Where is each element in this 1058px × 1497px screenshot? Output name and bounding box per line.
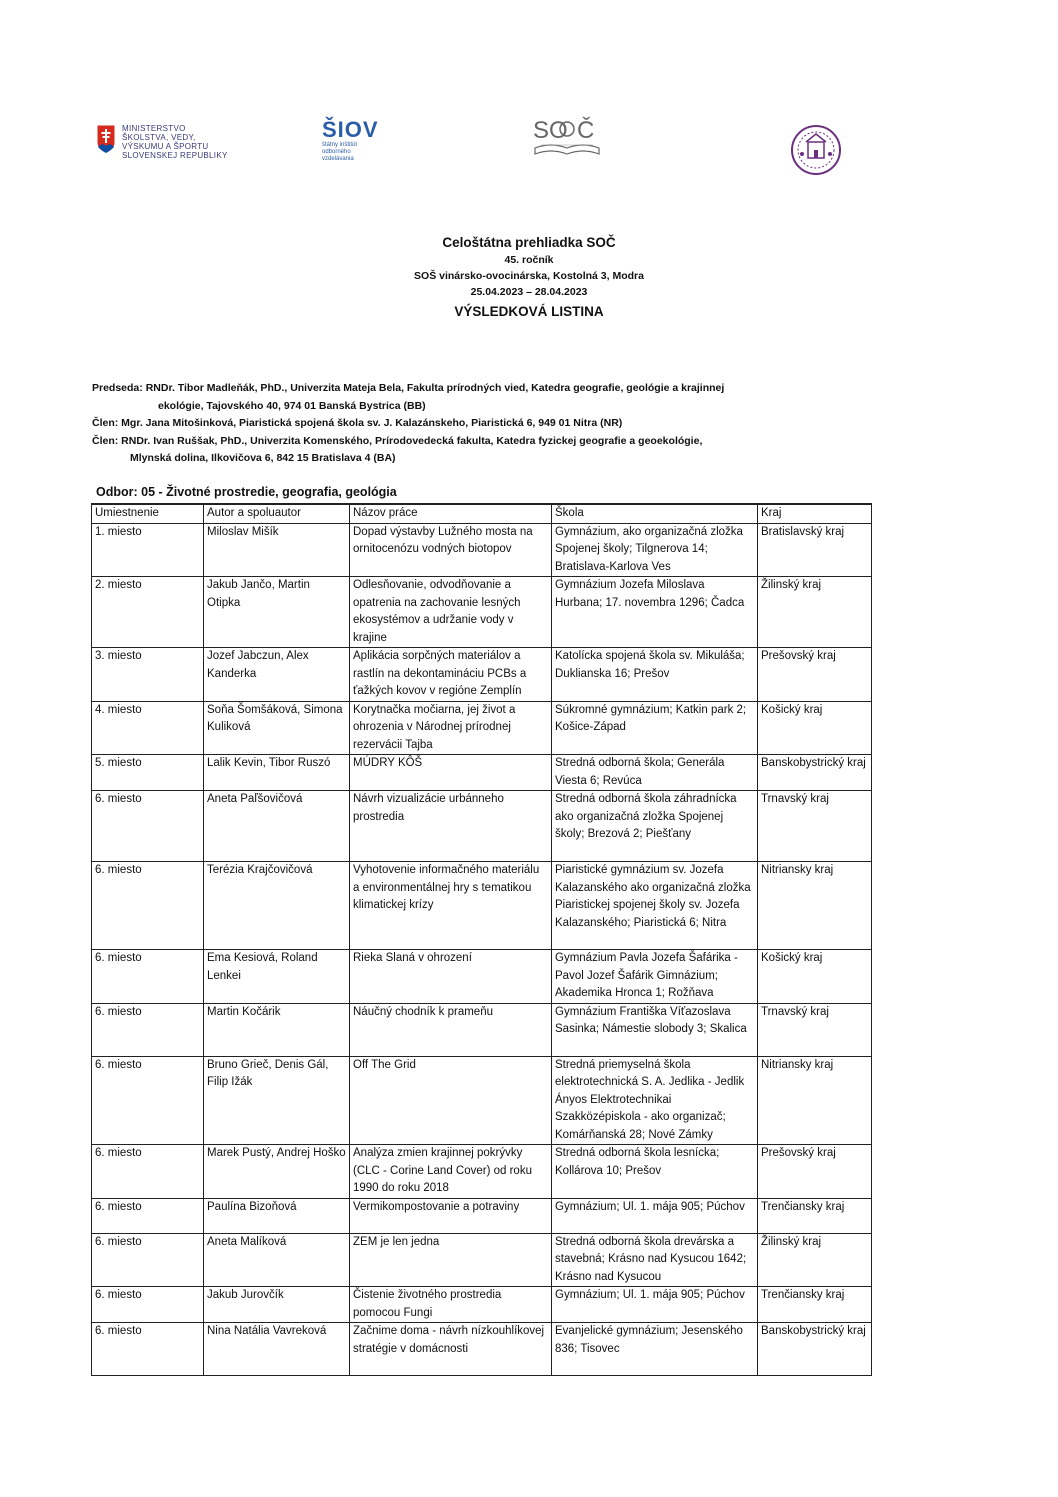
cell-author: Soňa Šomšáková, Simona Kuliková bbox=[204, 701, 350, 755]
cell-author: Jakub Jančo, Martin Otipka bbox=[204, 577, 350, 648]
siov-small-1: štátny inštitút bbox=[322, 142, 358, 148]
modra-seal-icon bbox=[790, 124, 842, 176]
table-header-row bbox=[92, 504, 872, 523]
cell-title: Začnime doma - návrh nízkouhlíkovej stratégie v domácnosti bbox=[350, 1323, 552, 1376]
cell-author: Jakub Jurovčík bbox=[204, 1287, 350, 1323]
cell-author: Miloslav Mišík bbox=[204, 523, 350, 577]
cell-school: Piaristické gymnázium sv. Jozefa Kalazanského ako organizačná zložka Piaristickej spojenej školy sv. Jozefa Kalazanského; Piaristická 6; Nitra bbox=[552, 862, 758, 950]
cell-author: Aneta Malíková bbox=[204, 1233, 350, 1287]
table-row bbox=[92, 701, 872, 755]
field-heading: Odbor: 05 - Životné prostredie, geografia, geológia bbox=[96, 485, 397, 499]
cell-region: Nitriansky kraj bbox=[758, 862, 872, 950]
cell-place: 6. miesto bbox=[92, 1198, 204, 1233]
table-row bbox=[92, 1323, 872, 1376]
committee-member-2: Člen: RNDr. Ivan Ruššak, PhD., Univerzita Komenského, Prírodovedecká fakulta, Katedra fyzickej geografie a geoekológie, bbox=[92, 434, 703, 447]
cell-region: Banskobystrický kraj bbox=[758, 755, 872, 791]
cell-school: Gymnázium, ako organizačná zložka Spojenej školy; Tilgnerova 14; Bratislava-Karlova Ves bbox=[552, 523, 758, 577]
logo-bar bbox=[0, 110, 1058, 180]
cell-place: 6. miesto bbox=[92, 1145, 204, 1199]
cell-place: 2. miesto bbox=[92, 577, 204, 648]
cell-school: Evanjelické gymnázium; Jesenského 836; Tisovec bbox=[552, 1323, 758, 1376]
siov-small-3: vzdelávania bbox=[322, 156, 354, 162]
cell-place: 3. miesto bbox=[92, 648, 204, 702]
cell-title: Vermikompostovanie a potraviny bbox=[350, 1198, 552, 1233]
cell-author: Lalik Kevin, Tibor Ruszó bbox=[204, 755, 350, 791]
svg-text:Č: Č bbox=[577, 117, 595, 144]
cell-region: Žilinský kraj bbox=[758, 577, 872, 648]
cell-author: Martin Kočárik bbox=[204, 1003, 350, 1056]
soc-logo-icon bbox=[527, 114, 607, 164]
table-row bbox=[92, 1287, 872, 1323]
cell-school: Katolícka spojená škola sv. Mikuláša; Duklianska 16; Prešov bbox=[552, 648, 758, 702]
siov-small-2: odborného bbox=[322, 149, 351, 155]
table-row bbox=[92, 1003, 872, 1056]
cell-place: 6. miesto bbox=[92, 950, 204, 1004]
cell-school: Gymnázium Pavla Jozefa Šafárika - Pavol Jozef Šafárik Gimnázium; Akademika Hronca 1; Rožňava bbox=[552, 950, 758, 1004]
cell-region: Trnavský kraj bbox=[758, 1003, 872, 1056]
cell-author: Ema Kesiová, Roland Lenkei bbox=[204, 950, 350, 1004]
cell-place: 6. miesto bbox=[92, 1287, 204, 1323]
soc-logo bbox=[527, 114, 607, 169]
committee-member-1: Člen: Mgr. Jana Mitošinková, Piaristická spojená škola sv. J. Kalazánskeho, Piaristická 6, 949 01 Nitra (NR) bbox=[92, 417, 623, 429]
ministry-logo bbox=[96, 124, 228, 160]
cell-region: Trenčiansky kraj bbox=[758, 1198, 872, 1233]
committee-member-2-cont: Mlynská dolina, Ilkovičova 6, 842 15 Bratislava 4 (BA) bbox=[130, 452, 396, 464]
cell-school: Súkromné gymnázium; Katkin park 2; Košice-Západ bbox=[552, 701, 758, 755]
ministry-text-2: ŠKOLSTVA, VEDY, bbox=[122, 133, 196, 142]
cell-place: 6. miesto bbox=[92, 791, 204, 862]
cell-title: Čistenie životného prostredia pomocou Fungi bbox=[350, 1287, 552, 1323]
cell-author: Bruno Grieč, Denis Gál, Filip Ižák bbox=[204, 1056, 350, 1145]
table-row bbox=[92, 1198, 872, 1233]
table-row bbox=[92, 648, 872, 702]
siov-logo bbox=[322, 118, 379, 163]
cell-region: Žilinský kraj bbox=[758, 1233, 872, 1287]
cell-place: 5. miesto bbox=[92, 755, 204, 791]
cell-region: Prešovský kraj bbox=[758, 1145, 872, 1199]
cell-school: Stredná priemyselná škola elektrotechnická S. A. Jedlika - Jedlik Ányos Elektrotechnikai Szakközépiskola - ako organizač; Komárňanská 28; Nové Zámky bbox=[552, 1056, 758, 1145]
table-row bbox=[92, 950, 872, 1004]
cell-region: Nitriansky kraj bbox=[758, 1056, 872, 1145]
committee-chair-cont: ekológie, Tajovského 40, 974 01 Banská Bystrica (BB) bbox=[158, 399, 426, 412]
committee-chair: Predseda: RNDr. Tibor Madleňák, PhD., Univerzita Mateja Bela, Fakulta prírodných vied, Katedra geografie, geológie a krajinnej bbox=[92, 382, 725, 394]
cell-school: Gymnázium; Ul. 1. mája 905; Púchov bbox=[552, 1198, 758, 1233]
header-title: Názov práce bbox=[350, 504, 552, 523]
table-row bbox=[92, 523, 872, 577]
cell-author: Jozef Jabczun, Alex Kanderka bbox=[204, 648, 350, 702]
ministry-text-3: VÝSKUMU A ŠPORTU bbox=[122, 142, 209, 151]
cell-place: 6. miesto bbox=[92, 1323, 204, 1376]
header-school: Škola bbox=[552, 504, 758, 523]
cell-region: Banskobystrický kraj bbox=[758, 1323, 872, 1376]
cell-title: Dopad výstavby Lužného mosta na ornitocenózu vodných biotopov bbox=[350, 523, 552, 577]
results-list-title: VÝSLEDKOVÁ LISTINA bbox=[454, 304, 604, 319]
event-venue: SOŠ vinársko-ovocinárska, Kostolná 3, Modra bbox=[414, 270, 644, 282]
event-year: 45. ročník bbox=[504, 254, 554, 266]
cell-title: Korytnačka močiarna, jej život a ohrozenia v Národnej prírodnej rezervácii Tajba bbox=[350, 701, 552, 755]
cell-place: 6. miesto bbox=[92, 862, 204, 950]
header-author: Autor a spoluautor bbox=[204, 504, 350, 523]
cell-region: Bratislavský kraj bbox=[758, 523, 872, 577]
cell-school: Stredná odborná škola; Generála Viesta 6; Revúca bbox=[552, 755, 758, 791]
cell-title: Návrh vizualizácie urbánneho prostredia bbox=[350, 791, 552, 862]
table-row bbox=[92, 862, 872, 950]
table-row bbox=[92, 577, 872, 648]
cell-title: Aplikácia sorpčných materiálov a rastlín na dekontamináciu PCBs a ťažkých kovov v regióne Zemplín bbox=[350, 648, 552, 702]
cell-region: Trnavský kraj bbox=[758, 791, 872, 862]
cell-region: Trenčiansky kraj bbox=[758, 1287, 872, 1323]
document-header bbox=[0, 234, 1058, 322]
cell-title: Analýza zmien krajinnej pokrývky (CLC - Corine Land Cover) od roku 1990 do roku 2018 bbox=[350, 1145, 552, 1199]
header-region: Kraj bbox=[758, 504, 872, 523]
modra-logo bbox=[790, 124, 842, 181]
cell-author: Marek Pustý, Andrej Hoško bbox=[204, 1145, 350, 1199]
cell-region: Prešovský kraj bbox=[758, 648, 872, 702]
cell-place: 6. miesto bbox=[92, 1003, 204, 1056]
table-row bbox=[92, 1233, 872, 1287]
cell-title: ZEM je len jedna bbox=[350, 1233, 552, 1287]
svg-text:SO: SO bbox=[533, 117, 568, 144]
table-row bbox=[92, 791, 872, 862]
header-place: Umiestnenie bbox=[92, 504, 204, 523]
cell-title: Off The Grid bbox=[350, 1056, 552, 1145]
cell-region: Košický kraj bbox=[758, 701, 872, 755]
cell-school: Stredná odborná škola lesnícka; Kollárova 10; Prešov bbox=[552, 1145, 758, 1199]
cell-place: 6. miesto bbox=[92, 1233, 204, 1287]
cell-school: Gymnázium; Ul. 1. mája 905; Púchov bbox=[552, 1287, 758, 1323]
cell-author: Paulína Bizoňová bbox=[204, 1198, 350, 1233]
table-row bbox=[92, 1145, 872, 1199]
cell-place: 1. miesto bbox=[92, 523, 204, 577]
cell-title: Rieka Slaná v ohrození bbox=[350, 950, 552, 1004]
cell-author: Terézia Krajčovičová bbox=[204, 862, 350, 950]
cell-place: 6. miesto bbox=[92, 1056, 204, 1145]
cell-title: Odlesňovanie, odvodňovanie a opatrenia na zachovanie lesných ekosystémov a udržanie vody v krajine bbox=[350, 577, 552, 648]
event-title: Celoštátna prehliadka SOČ bbox=[442, 235, 616, 250]
cell-title: MÚDRY KÔŠ bbox=[350, 755, 552, 791]
ministry-text-1: MINISTERSTVO bbox=[122, 124, 186, 133]
cell-region: Košický kraj bbox=[758, 950, 872, 1004]
table-row bbox=[92, 755, 872, 791]
cell-title: Vyhotovenie informačného materiálu a environmentálnej hry s tematikou klimatickej krízy bbox=[350, 862, 552, 950]
siov-logo-text: ŠIOV bbox=[322, 117, 379, 142]
cell-school: Stredná odborná škola drevárska a stavebná; Krásno nad Kysucou 1642; Krásno nad Kysucou bbox=[552, 1233, 758, 1287]
slovak-crest-icon bbox=[96, 124, 116, 154]
cell-title: Náučný chodník k prameňu bbox=[350, 1003, 552, 1056]
cell-school: Gymnázium Jozefa Miloslava Hurbana; 17. novembra 1296; Čadca bbox=[552, 577, 758, 648]
results-table bbox=[91, 503, 872, 1376]
cell-author: Aneta Paľšovičová bbox=[204, 791, 350, 862]
cell-school: Stredná odborná škola záhradnícka ako organizačná zložka Spojenej školy; Brezová 2; Piešťany bbox=[552, 791, 758, 862]
cell-place: 4. miesto bbox=[92, 701, 204, 755]
cell-school: Gymnázium Františka Víťazoslava Sasinka; Námestie slobody 3; Skalica bbox=[552, 1003, 758, 1056]
event-dates: 25.04.2023 – 28.04.2023 bbox=[470, 286, 588, 298]
table-row bbox=[92, 1056, 872, 1145]
cell-author: Nina Natália Vavreková bbox=[204, 1323, 350, 1376]
committee-section bbox=[92, 380, 892, 468]
ministry-text-4: SLOVENSKEJ REPUBLIKY bbox=[122, 151, 228, 160]
